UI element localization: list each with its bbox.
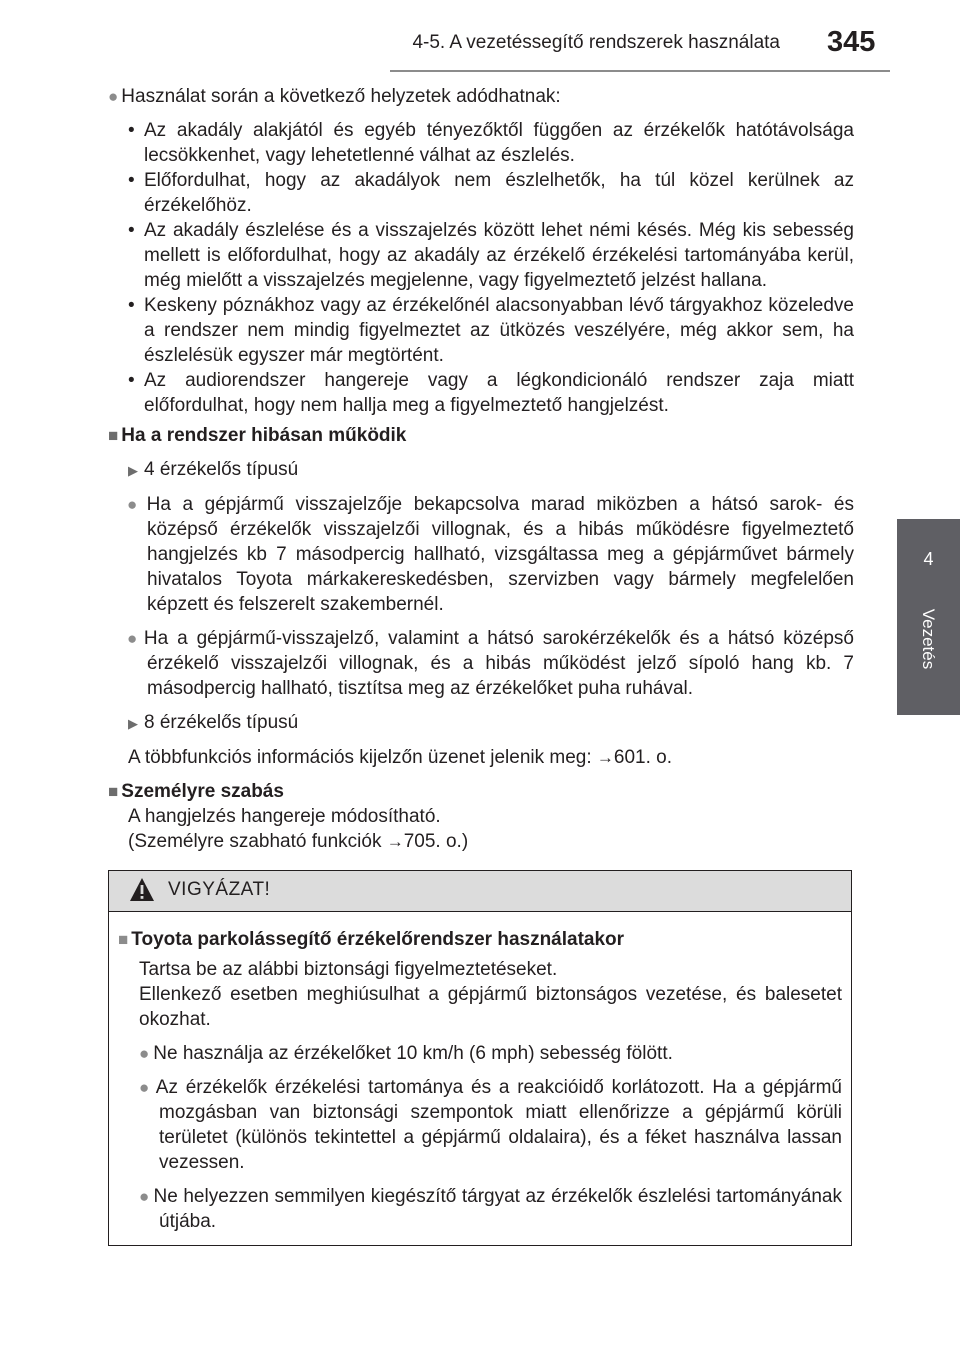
bullet-dot-icon: ●: [139, 1187, 150, 1206]
display-message-line: A többfunkciós információs kijelzőn üzenet jelenik meg: →601. o.: [128, 747, 673, 768]
page-header: [0, 0, 960, 80]
square-icon: ■: [118, 930, 129, 949]
list-item: • Előfordulhat, hogy az akadályok nem észlelhetők, ha túl közel kerülnek az érzékelőhöz.: [108, 168, 854, 218]
bullet-list: [108, 118, 854, 418]
triangle-right-icon: ▶: [128, 463, 138, 478]
malfunction-item-2: ● Ha a gépjármű-visszajelző, valamint a hátsó sarokérzékelők és a hátsó középső érzékelő visszajelzői villognak, és a hibás működést jelző sípoló hang kb. 7 másodpercig hallható, tisztítsa meg az érzékelőket puha ruhával.: [127, 628, 854, 699]
warning-intro-2: Ellenkező esetben meghiúsulhat a gépjármű biztonságos vezetése, és balesetet okozhat.: [139, 984, 842, 1030]
bullet-dot-icon: ●: [127, 495, 144, 514]
chapter-number: 4: [923, 549, 934, 569]
custom-line-2: (Személyre szabható funkciók →705. o.): [128, 831, 469, 852]
page-number: 345: [827, 26, 876, 58]
custom-line-1: A hangjelzés hangereje módosítható.: [128, 806, 441, 827]
list-item: • Keskeny póznákhoz vagy az érzékelőnél alacsonyabban lévő tárgyakhoz közeledve a rendszer nem mindig figyelmeztet az ütközés veszélyére, még akkor sem, ha észlelésük egyszer már megtörtént.: [108, 293, 854, 368]
warning-item: ● Az érzékelők érzékelési tartománya és a reakcióidő korlátozott. Ha a gépjármű mozgásban van biztonsági szempontok miatt ellenőrizze a gépjármű körüli területet (különös tekintettel a gépjármű oldalaira), és a féket használva lassan vezessen.: [139, 1077, 842, 1173]
square-icon: ■: [108, 426, 119, 445]
main-content: [108, 84, 854, 854]
header-rule: [390, 70, 890, 72]
list-item: • Az akadály alakjától és egyéb tényezőktől függően az érzékelők hatótávolsága lecsökkenhet, vagy lehetetlenné válhat az észlelés.: [108, 118, 854, 168]
arrow-right-icon: →: [386, 832, 404, 851]
warning-subheading: ■ Toyota parkolássegítő érzékelőrendszer használatakor: [118, 929, 625, 950]
malfunction-item-1: ● Ha a gépjármű visszajelzője bekapcsolva marad miközben a hátsó sarok- és középső érzékelők visszajelzői villognak, és a hibás működésre figyelmeztető hangjelzés kb 7 másodpercig hallható, vizsgáltassa meg a gépjárművet bármely hivatalos Toyota márkakereskedésben, szervizben vagy bármely megfelelően képzett és felszerelt szakembernél.: [127, 494, 854, 615]
bullet-dot-icon: ●: [139, 1078, 152, 1097]
warning-header: [109, 871, 851, 912]
warning-item: ● Ne helyezzen semmilyen kiegészítő tárgyat az érzékelők észlelési tartományának útjába.: [139, 1186, 842, 1232]
page-ref-link[interactable]: 705. o.): [403, 831, 469, 852]
page-ref-link[interactable]: 601. o.: [613, 747, 673, 768]
bullet-dot-icon: ●: [108, 87, 119, 106]
chapter-tab: [897, 519, 960, 715]
bullet-dot-icon: ●: [127, 629, 141, 648]
intro-line: ● Használat során a következő helyzetek adódhatnak:: [108, 86, 561, 107]
square-icon: ■: [108, 782, 119, 801]
type-4-sensor: ▶ 4 érzékelős típusú: [128, 459, 299, 480]
type-8-sensor: ▶ 8 érzékelős típusú: [128, 712, 299, 733]
bullet-dot-icon: ●: [139, 1044, 150, 1063]
malfunction-heading: ■ Ha a rendszer hibásan működik: [108, 425, 407, 446]
warning-intro-1: Tartsa be az alábbi biztonsági figyelmeztetéseket.: [139, 959, 558, 980]
chapter-name: Vezetés: [919, 608, 938, 670]
section-title: 4-5. A vezetéssegítő rendszerek használata: [412, 32, 780, 53]
custom-heading: ■ Személyre szabás: [108, 781, 284, 802]
arrow-right-icon: →: [596, 748, 614, 767]
list-item: • Az audiorendszer hangereje vagy a légkondicionáló rendszer zaja miatt előfordulhat, hogy nem hallja meg a figyelmeztető hangjelzést.: [108, 368, 854, 418]
warning-item: ● Ne használja az érzékelőket 10 km/h (6 mph) sebesség fölött.: [139, 1043, 673, 1064]
warning-box: [108, 870, 852, 1246]
triangle-right-icon: ▶: [128, 716, 138, 731]
warning-triangle-icon: [129, 877, 155, 908]
warning-title: VIGYÁZAT!: [168, 879, 271, 900]
list-item: • Az akadály észlelése és a visszajelzés között lehet némi késés. Még kis sebesség mellett is előfordulhat, hogy az akadály az érzékelő érzékelési tartományába kerül, még mielőtt a visszajelzés megjelenne, vagy figyelmeztető jelzést hallana.: [108, 218, 854, 293]
warning-body: [109, 912, 851, 1234]
